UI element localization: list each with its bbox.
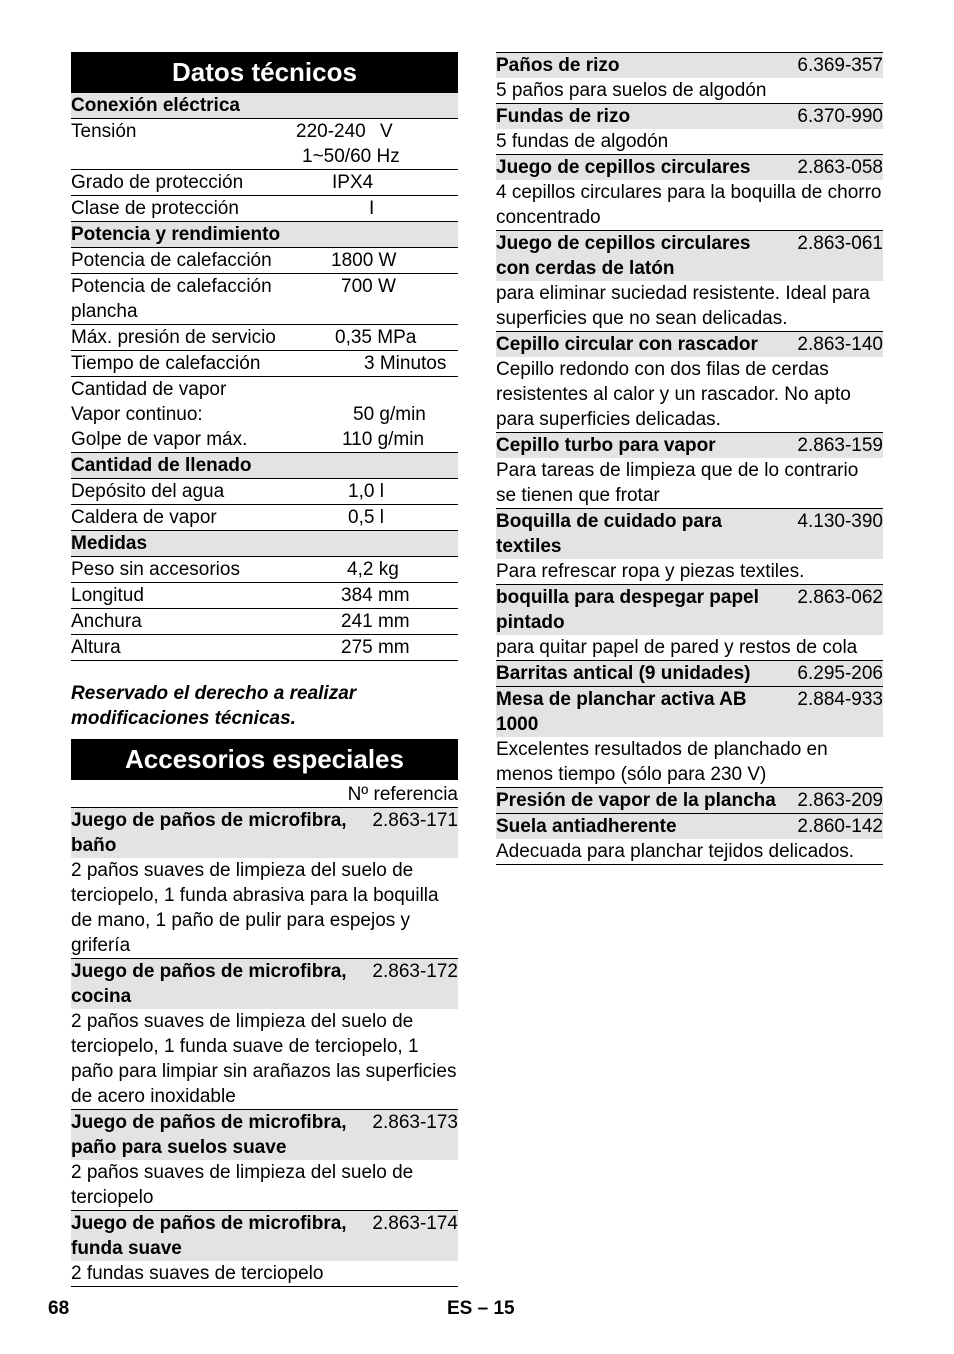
accessory-name: Fundas de rizo	[496, 106, 631, 127]
ref-header: Nº referencia	[347, 784, 458, 805]
accessory-description: 2 paños suaves de limpieza del suelo de terciopelo	[71, 1162, 414, 1208]
row-grado: Grado de protección IPX4	[71, 170, 458, 196]
accessory-item	[496, 230, 883, 281]
accessory-code: 2.860-142	[797, 816, 883, 837]
accessory-description: Para refrescar ropa y piezas textiles.	[496, 561, 805, 582]
accessory-list-right	[496, 52, 883, 865]
accessory-description: 5 fundas de algodón	[496, 131, 669, 152]
row-tiempo: Tiempo de calefacción 3 Minutos	[71, 351, 458, 377]
row-plancha: Potencia de calefacción plancha 700 W	[71, 274, 458, 325]
accessory-item	[496, 660, 883, 686]
accessory-code: 2.863-062	[797, 587, 883, 608]
accessory-item	[71, 1109, 458, 1160]
row-anchura: Anchura 241 mm	[71, 609, 458, 635]
accessory-name: Cepillo circular con rascador	[496, 334, 758, 355]
accessory-name: Juego de cepillos circulares con cerdas de latón	[496, 233, 751, 279]
right-column	[496, 52, 883, 865]
accessory-description: para eliminar suciedad resistente. Ideal para superficies que no sean delicadas.	[496, 283, 870, 329]
accessory-code: 2.863-159	[797, 435, 883, 456]
accessory-code: 6.369-357	[797, 55, 883, 76]
accessory-name: Suela antiadherente	[496, 816, 677, 837]
accessory-item	[496, 686, 883, 737]
accessory-name: Mesa de planchar activa AB 1000	[496, 689, 747, 735]
accessory-item	[496, 813, 883, 839]
accessory-code: 2.863-140	[797, 334, 883, 355]
accessory-description: 2 paños suaves de limpieza del suelo de terciopelo, 1 funda abrasiva para la boquilla de mano, 1 paño de pulir para espejos y grifería	[71, 860, 439, 956]
accessory-name: Juego de paños de microfibra, funda suave	[71, 1213, 347, 1259]
accessory-description: 2 fundas suaves de terciopelo	[71, 1261, 458, 1287]
row-caldera: Caldera de vapor 0,5 l	[71, 505, 458, 531]
accessory-item	[496, 331, 883, 357]
accessory-code: 2.863-172	[372, 961, 458, 982]
accessory-list-left	[71, 807, 458, 1287]
row-peso: Peso sin accesorios 4,2 kg	[71, 557, 458, 583]
accessory-code: 2.863-058	[797, 157, 883, 178]
accessory-name: Juego de paños de microfibra, cocina	[71, 961, 347, 1007]
row-clase: Clase de protección I	[71, 196, 458, 222]
accessory-description: 5 paños para suelos de algodón	[496, 80, 767, 101]
group-llenado: Cantidad de llenado	[71, 453, 458, 479]
row-longitud: Longitud 384 mm	[71, 583, 458, 609]
accessory-description: Para tareas de limpieza que de lo contrario se tienen que frotar	[496, 460, 859, 506]
accessory-item	[496, 584, 883, 635]
section-page-label: ES – 15	[447, 1298, 515, 1319]
group-medidas: Medidas	[71, 531, 458, 557]
accessory-code: 2.884-933	[797, 689, 883, 710]
group-conexion: Conexión eléctrica	[71, 93, 458, 119]
accessory-item	[71, 807, 458, 858]
accessory-code: 2.863-174	[372, 1213, 458, 1234]
section-title-datos: Datos técnicos	[71, 52, 458, 93]
accessory-code: 2.863-209	[797, 790, 883, 811]
row-altura: Altura 275 mm	[71, 635, 458, 661]
row-deposito: Depósito del agua 1,0 l	[71, 479, 458, 505]
accessory-description: Adecuada para planchar tejidos delicados.	[496, 839, 883, 865]
accessory-item	[496, 508, 883, 559]
row-tension: Tensión 220-240 V 1~50/60 Hz	[71, 119, 458, 170]
accessory-item	[496, 787, 883, 813]
section-title-accesorios: Accesorios especiales	[71, 739, 458, 780]
accessory-item	[496, 154, 883, 180]
accessory-code: 2.863-061	[797, 233, 883, 254]
accessory-name: Juego de paños de microfibra, baño	[71, 810, 347, 856]
accessory-item	[496, 103, 883, 129]
accessory-name: Presión de vapor de la plancha	[496, 790, 776, 811]
accessory-code: 2.863-171	[372, 810, 458, 831]
row-presion: Máx. presión de servicio 0,35 MPa	[71, 325, 458, 351]
accessory-description: Cepillo redondo con dos filas de cerdas resistentes al calor y un rascador. No apto para superficies delicadas.	[496, 359, 851, 430]
accessory-code: 4.130-390	[797, 511, 883, 532]
accessory-name: Boquilla de cuidado para textiles	[496, 511, 722, 557]
accessory-name: Paños de rizo	[496, 55, 620, 76]
accessory-description: 4 cepillos circulares para la boquilla de chorro concentrado	[496, 182, 882, 228]
accessory-description: Excelentes resultados de planchado en menos tiempo (sólo para 230 V)	[496, 739, 828, 785]
left-column	[71, 52, 458, 1287]
accessory-code: 6.370-990	[797, 106, 883, 127]
accessory-code: 6.295-206	[797, 663, 883, 684]
row-vapor: Cantidad de vapor Vapor continuo: Golpe de vapor máx. 50 g/min 110 g/min	[71, 377, 458, 453]
accessory-name: Barritas antical (9 unidades)	[496, 663, 751, 684]
page-number: 68	[48, 1298, 70, 1319]
group-potencia: Potencia y rendimiento	[71, 222, 458, 248]
accessory-name: boquilla para despegar papel pintado	[496, 587, 759, 633]
accessory-item	[496, 432, 883, 458]
accessory-description: para quitar papel de pared y restos de cola	[496, 637, 858, 658]
accessory-name: Juego de cepillos circulares	[496, 157, 751, 178]
accessory-name: Juego de paños de microfibra, paño para suelos suave	[71, 1112, 347, 1158]
row-calefaccion: Potencia de calefacción 1800 W	[71, 248, 458, 274]
accessory-item	[71, 958, 458, 1009]
accessory-code: 2.863-173	[372, 1112, 458, 1133]
accessory-item	[71, 1210, 458, 1261]
accessory-item	[496, 52, 883, 78]
disclaimer-note: Reservado el derecho a realizar modificaciones técnicas.	[71, 683, 357, 729]
accessory-description: 2 paños suaves de limpieza del suelo de terciopelo, 1 funda suave de terciopelo, 1 paño para limpiar sin arañazos las superficies de acero inoxidable	[71, 1011, 457, 1107]
accessory-name: Cepillo turbo para vapor	[496, 435, 716, 456]
